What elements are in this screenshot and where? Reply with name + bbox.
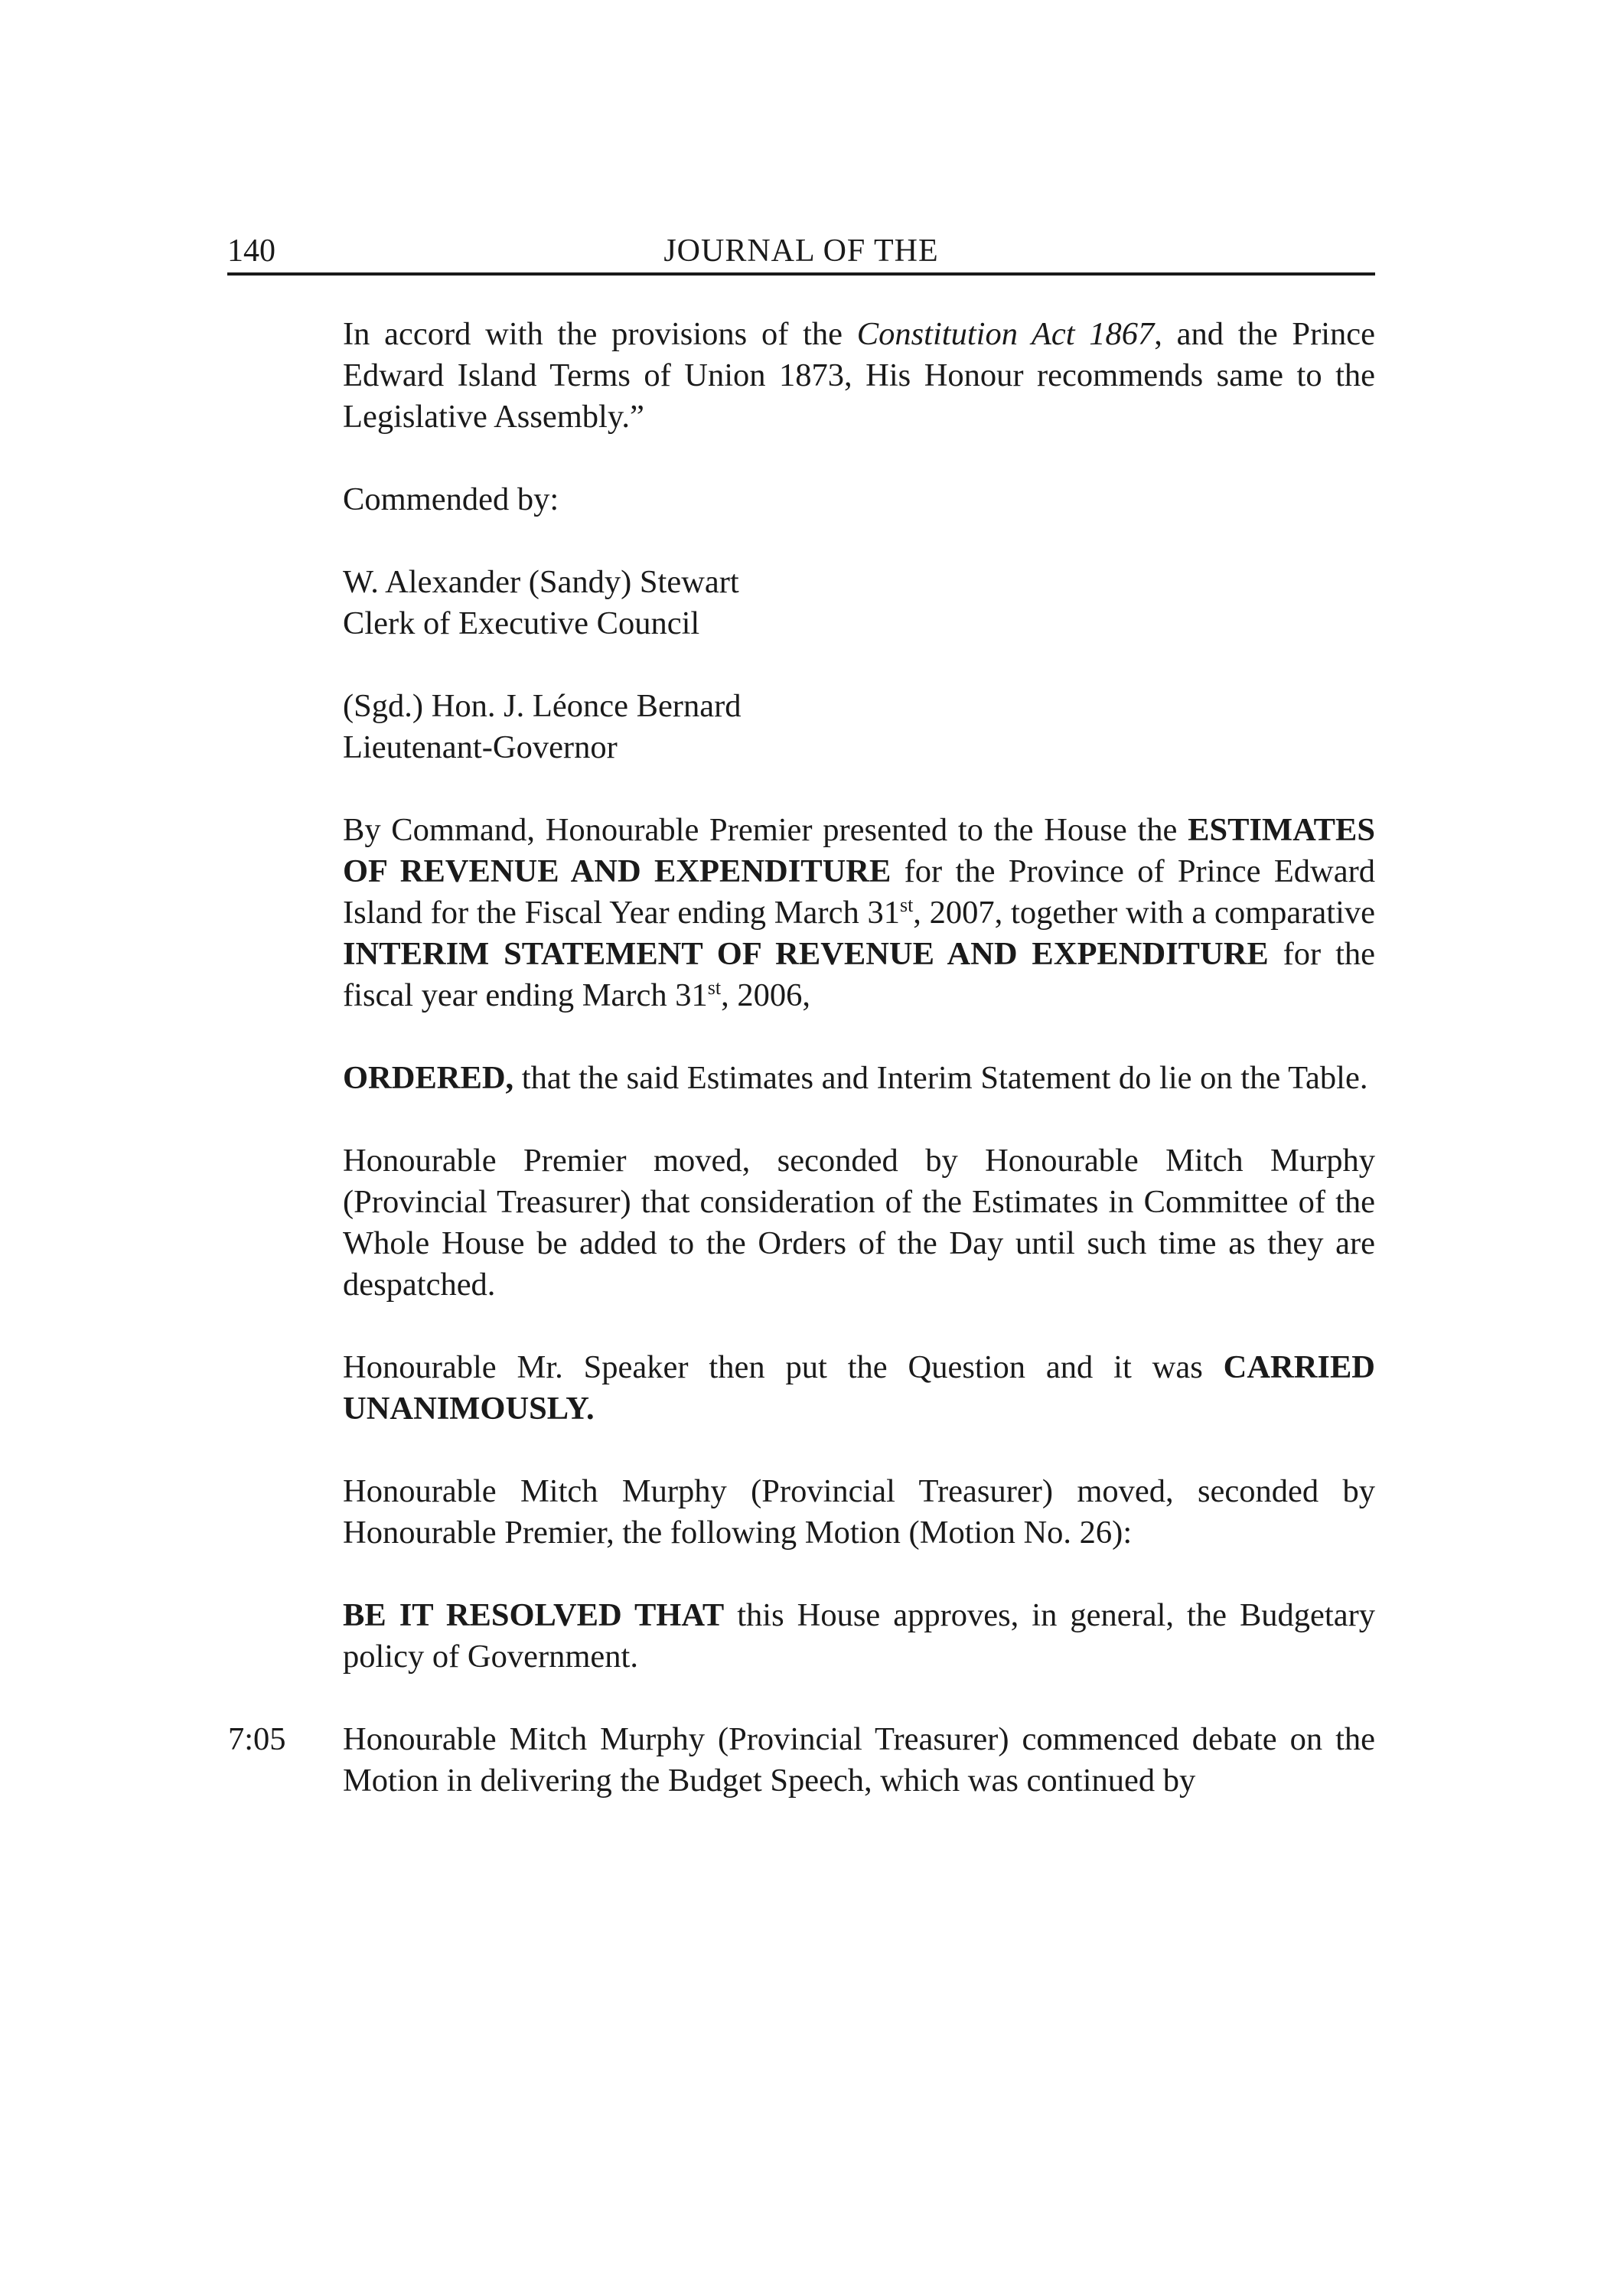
- journal-body: [228, 314, 1376, 1802]
- text-run: By Command, Honourable Premier presented to the House the: [343, 812, 1188, 848]
- text-run: , and the Prince Edward Island Terms of Union 1873, His Honour recommends same to the Legislative Assembly.”: [343, 316, 1376, 435]
- budget-speech-entry: [228, 1719, 1375, 1802]
- ordered-label: ORDERED,: [343, 1060, 514, 1096]
- signatory-name: (Sgd.) Hon. J. Léonce Bernard: [343, 688, 742, 724]
- estimates-paragraph: [343, 810, 1375, 1016]
- ordinal-suffix: st: [707, 976, 722, 999]
- text-run: that the said Estimates and Interim Statement do lie on the Table.: [513, 1060, 1368, 1096]
- signatory-title: Lieutenant-Governor: [343, 729, 618, 765]
- signatory-name: W. Alexander (Sandy) Stewart: [343, 564, 739, 600]
- text-run: this House approves, in general, the Budgetary policy of Government.: [343, 1597, 1375, 1675]
- time-marker: 7:05: [228, 1721, 286, 1757]
- signatory-title: Clerk of Executive Council: [343, 605, 700, 641]
- act-title: Constitution Act 1867: [856, 316, 1155, 352]
- text-run: for the fiscal year ending March 31: [343, 936, 1375, 1013]
- carried-unanimously: CARRIED UNANIMOUSLY.: [343, 1349, 1375, 1427]
- page-number: 140: [227, 233, 275, 269]
- recommendation-paragraph: [343, 314, 1375, 438]
- interim-statement-title: INTERIM STATEMENT OF REVENUE AND EXPENDITURE: [343, 936, 1269, 972]
- text-run: Honourable Mr. Speaker then put the Question and it was: [343, 1349, 1224, 1385]
- question-paragraph: [343, 1347, 1375, 1430]
- signature-block-lieutenant-governor: [343, 686, 1375, 768]
- consideration-motion-paragraph: Honourable Premier moved, seconded by Honourable Mitch Murphy (Provincial Treasurer) that consideration of the Estimates in Committee of the Whole House be added to the Orders of the Day until such time as they are despatched.: [343, 1143, 1375, 1303]
- ordinal-suffix: st: [899, 893, 914, 916]
- resolved-label: BE IT RESOLVED THAT: [343, 1597, 725, 1633]
- text-run: In accord with the provisions of the: [343, 316, 857, 352]
- ordered-paragraph: [343, 1058, 1375, 1099]
- budget-speech-paragraph: Honourable Mitch Murphy (Provincial Treasurer) commenced debate on the Motion in delivering the Budget Speech, which was continued by: [343, 1721, 1375, 1799]
- text-run: , 2006,: [721, 977, 810, 1013]
- budget-motion-paragraph: Honourable Mitch Murphy (Provincial Treasurer) moved, seconded by Honourable Premier, the following Motion (Motion No. 26):: [343, 1473, 1375, 1551]
- estimates-title: ESTIMATES OF REVENUE AND EXPENDITURE: [343, 812, 1375, 889]
- page-header: [227, 227, 1375, 276]
- resolution-paragraph: [343, 1595, 1375, 1678]
- signature-block-clerk: [343, 562, 1375, 644]
- text-run: for the Province of Prince Edward Island for the Fiscal Year ending March 31: [343, 853, 1375, 931]
- commended-by: Commended by:: [343, 481, 559, 517]
- running-head: JOURNAL OF THE: [663, 233, 939, 269]
- text-run: , 2007, together with a comparative: [913, 895, 1375, 931]
